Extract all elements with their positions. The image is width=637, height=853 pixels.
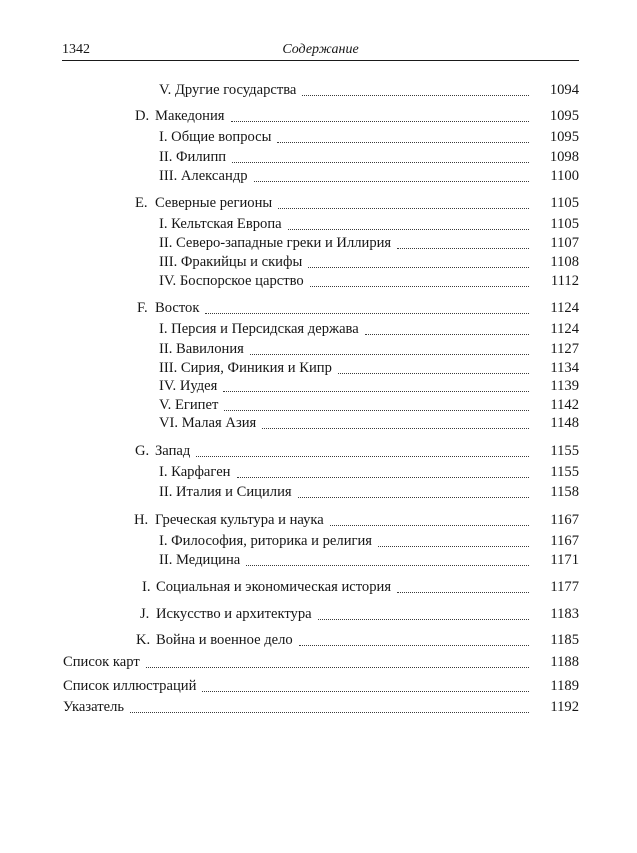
running-title: Содержание: [282, 42, 359, 57]
toc-entry-title: II. Вавилония: [159, 341, 244, 357]
dot-leader: [196, 442, 529, 457]
dot-leader: [318, 605, 529, 620]
toc-entry[interactable]: [159, 271, 579, 291]
dot-leader: [250, 340, 529, 355]
toc-entry-title: Список иллюстраций: [63, 678, 197, 694]
toc-entry[interactable]: [159, 462, 579, 482]
toc-entry-title: Македония: [155, 108, 225, 124]
dot-leader: [262, 414, 529, 429]
toc-entry[interactable]: [159, 127, 579, 147]
toc-entry-page: 1124: [550, 300, 579, 316]
dot-leader: [378, 532, 529, 547]
toc-entry[interactable]: [159, 147, 579, 167]
toc-entry[interactable]: [159, 531, 579, 551]
toc-entry-page: 1095: [549, 108, 579, 124]
toc-section-entry[interactable]: [135, 193, 579, 213]
dot-leader: [330, 511, 529, 526]
section-letter: D.: [135, 108, 150, 124]
toc-entry-page: 1177: [550, 579, 579, 595]
toc-entry[interactable]: [159, 413, 579, 433]
toc-entry-page: 1100: [550, 168, 579, 184]
toc-entry-title: I. Персия и Персидская держава: [159, 321, 359, 337]
toc-entry-page: 1167: [550, 512, 579, 528]
toc-entry-page: 1107: [550, 235, 579, 251]
toc-entry-title: Греческая культура и наука: [155, 512, 324, 528]
toc-entry-page: 1167: [550, 533, 579, 549]
toc-entry-page: 1142: [550, 397, 579, 413]
dot-leader: [146, 653, 529, 668]
dot-leader: [302, 81, 529, 96]
toc-entry-title: III. Сирия, Финикия и Кипр: [159, 360, 332, 376]
toc-backmatter-entry[interactable]: [63, 676, 579, 696]
toc-entry[interactable]: [159, 233, 579, 253]
toc-entry[interactable]: [159, 80, 579, 100]
section-letter: H.: [134, 512, 149, 528]
toc-entry-title: II. Медицина: [159, 552, 241, 568]
toc-entry-page: 1108: [550, 254, 579, 270]
dot-leader: [130, 698, 529, 713]
toc-entry[interactable]: [159, 395, 579, 415]
dot-leader: [205, 299, 529, 314]
toc-entry-page: 1155: [550, 443, 579, 459]
toc-section-entry[interactable]: [135, 106, 579, 126]
toc-entry[interactable]: [159, 482, 579, 502]
toc-entry-page: 1171: [550, 552, 579, 568]
toc-entry[interactable]: [159, 339, 579, 359]
dot-leader: [278, 194, 529, 209]
page-header: [62, 40, 579, 61]
toc-entry-page: 1155: [550, 464, 579, 480]
toc-entry-title: V. Египет: [159, 397, 219, 413]
toc-entry-title: Указатель: [63, 699, 125, 715]
toc-entry-page: 1105: [550, 216, 579, 232]
toc-backmatter-entry[interactable]: [63, 652, 579, 672]
toc-section-entry[interactable]: [142, 577, 579, 597]
section-letter: J.: [140, 606, 150, 622]
dot-leader: [237, 463, 530, 478]
toc-backmatter-entry[interactable]: [63, 697, 579, 717]
toc-entry-page: 1158: [550, 484, 579, 500]
toc-entry-page: 1185: [550, 632, 579, 648]
toc-entry[interactable]: [159, 252, 579, 272]
section-letter: E.: [135, 195, 148, 211]
toc-entry-title: Северные регионы: [155, 195, 273, 211]
toc-entry-title: Запад: [155, 443, 191, 459]
toc-entry-page: 1095: [549, 129, 579, 145]
dot-leader: [202, 677, 529, 692]
dot-leader: [397, 578, 529, 593]
toc-entry-title: VI. Малая Азия: [159, 415, 257, 431]
toc-entry-title: III. Александр: [159, 168, 248, 184]
toc-entry-title: I. Философия, риторика и религия: [159, 533, 373, 549]
dot-leader: [224, 396, 529, 411]
toc-section-entry[interactable]: [134, 510, 579, 530]
toc-entry-page: 1139: [550, 378, 579, 394]
toc-entry-page: 1148: [550, 415, 579, 431]
toc-entry-page: 1112: [550, 273, 579, 289]
toc-entry-title: Искусство и архитектура: [156, 606, 312, 622]
toc-entry-page: 1124: [550, 321, 579, 337]
toc-entry-title: I. Общие вопросы: [159, 129, 272, 145]
dot-leader: [223, 377, 529, 392]
toc-entry-title: II. Филипп: [159, 149, 227, 165]
toc-entry-page: 1098: [549, 149, 579, 165]
dot-leader: [308, 253, 529, 268]
page-number: 1342: [62, 42, 90, 57]
toc-entry-title: Социальная и экономическая история: [156, 579, 392, 595]
dot-leader: [232, 148, 529, 163]
toc-section-entry[interactable]: [136, 630, 579, 650]
toc-entry-page: 1189: [550, 678, 579, 694]
dot-leader: [277, 128, 529, 143]
dot-leader: [338, 359, 529, 374]
toc-section-entry[interactable]: [137, 298, 579, 318]
toc-entry[interactable]: [159, 166, 579, 186]
toc-entry-page: 1105: [550, 195, 579, 211]
toc-entry-page: 1127: [550, 341, 579, 357]
dot-leader: [231, 107, 529, 122]
toc-entry-page: 1134: [550, 360, 579, 376]
toc-entry-title: I. Карфаген: [159, 464, 231, 480]
toc-entry[interactable]: [159, 319, 579, 339]
toc-entry-title: III. Фракийцы и скифы: [159, 254, 303, 270]
toc-entry-title: Война и военное дело: [156, 632, 293, 648]
section-letter: F.: [137, 300, 148, 316]
section-letter: K.: [136, 632, 151, 648]
toc-entry-page: 1192: [550, 699, 579, 715]
toc-section-entry[interactable]: [135, 441, 579, 461]
toc-entry[interactable]: [159, 376, 579, 396]
dot-leader: [288, 215, 529, 230]
dot-leader: [365, 320, 529, 335]
dot-leader: [254, 167, 529, 182]
toc-entry[interactable]: [159, 358, 579, 378]
section-letter: I.: [142, 579, 151, 595]
toc-entry-title: II. Северо-западные греки и Иллирия: [159, 235, 392, 251]
toc-entry-title: Список карт: [63, 654, 140, 670]
toc-entry-title: II. Италия и Сицилия: [159, 484, 292, 500]
toc-entry-page: 1094: [549, 82, 579, 98]
dot-leader: [246, 551, 529, 566]
toc-entry[interactable]: [159, 214, 579, 234]
toc-entry-title: Восток: [155, 300, 200, 316]
dot-leader: [397, 234, 529, 249]
toc-entry-title: I. Кельтская Европа: [159, 216, 282, 232]
dot-leader: [298, 483, 529, 498]
toc-entry-page: 1188: [550, 654, 579, 670]
toc-entry-page: 1183: [550, 606, 579, 622]
dot-leader: [310, 272, 529, 287]
dot-leader: [299, 631, 529, 646]
toc-entry[interactable]: [159, 550, 579, 570]
toc-entry-title: V. Другие государства: [159, 82, 297, 98]
toc-section-entry[interactable]: [140, 604, 579, 624]
toc-entry-title: IV. Иудея: [159, 378, 218, 394]
toc-entry-title: IV. Боспорское царство: [159, 273, 304, 289]
section-letter: G.: [135, 443, 150, 459]
